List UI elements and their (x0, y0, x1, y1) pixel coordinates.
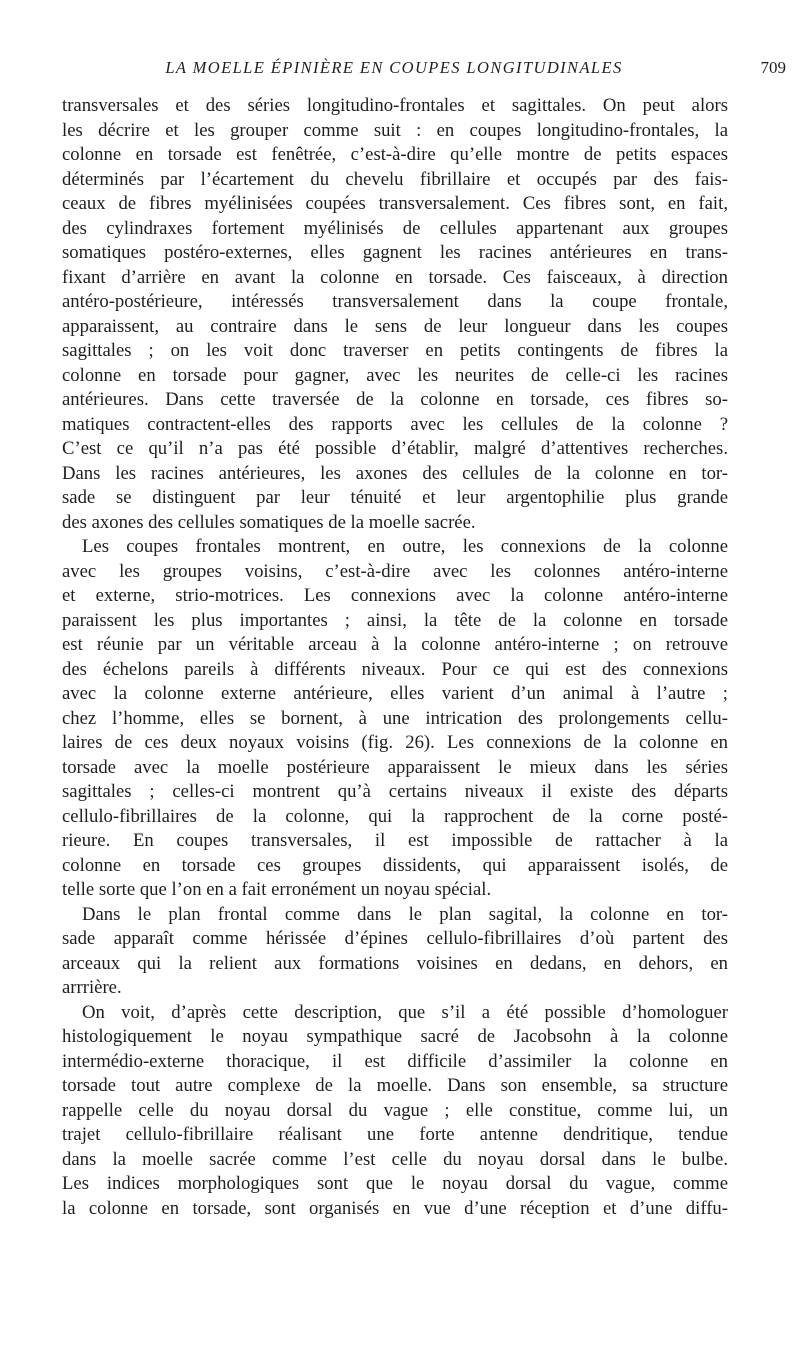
page-number: 709 (760, 58, 786, 77)
text-line: avec les groupes voisins, c’est-à-dire avec les colonnes antéro-interne (62, 560, 728, 582)
text-line: intermédio-externe thoracique, il est difficile d’assimiler la colonne en (62, 1050, 728, 1072)
text-line: torsade avec la moelle postérieure apparaissent le mieux dans les séries (62, 756, 728, 778)
text-line: laires de ces deux noyaux voisins (fig. 26). Les connexions de la colonne en (62, 732, 728, 753)
text-line: avec la colonne externe antérieure, elles varient d’un animal à l’autre ; (62, 683, 728, 704)
text-line: sagittales ; on les voit donc traverser en petits contingents de fibres la (62, 340, 728, 361)
text-line: somatiques postéro-externes, elles gagnent les racines antérieures en trans- (62, 242, 728, 263)
text-line: colonne en torsade ces groupes dissidents, qui apparaissent isolés, de (62, 854, 728, 876)
paragraph-4 (62, 1001, 728, 1222)
text-line: matiques contractent-elles des rapports avec les cellules de la colonne ? (62, 413, 728, 435)
text-line: apparaissent, au contraire dans le sens de leur longueur dans les coupes (62, 315, 728, 337)
text-line: C’est ce qu’il n’a pas été possible d’établir, malgré d’attentives recherches. (62, 438, 728, 459)
text-line: déterminés par l’écartement du chevelu fibrillaire et occupés par des fais- (62, 168, 728, 190)
text-line: chez l’homme, elles se bornent, à une intrication des prolongements cellu- (62, 707, 728, 729)
text-line: histologiquement le noyau sympathique sacré de Jacobsohn à la colonne (62, 1026, 728, 1047)
text-line: des cylindraxes fortement myélinisés de cellules appartenant aux groupes (62, 217, 728, 239)
text-line: trajet cellulo-fibrillaire réalisant une forte antenne dendritique, tendue (62, 1124, 728, 1145)
text-line: transversales et des séries longitudino-frontales et sagittales. On peut alors (62, 95, 728, 116)
text-line: colonne en torsade pour gagner, avec les neurites de celle-ci les racines (62, 364, 728, 386)
text-line: telle sorte que l’on en a fait erronément un noyau spécial. (62, 879, 492, 900)
text-line: cellulo-fibrillaires de la colonne, qui la rapprochent de la corne posté- (62, 805, 728, 827)
text-line: les décrire et les grouper comme suit : en coupes longitudino-frontales, la (62, 119, 728, 141)
text-line: des échelons pareils à différents niveaux. Pour ce qui est des connexions (62, 658, 728, 680)
text-line: ceaux de fibres myélinisées coupées transversalement. Ces fibres sont, en fait, (62, 193, 728, 214)
text-line: sade apparaît comme hérissée d’épines cellulo-fibrillaires d’où partent des (62, 928, 728, 949)
text-line: sagittales ; celles-ci montrent qu’à certains niveaux il existe des départs (62, 781, 728, 802)
running-title: LA MOELLE ÉPINIÈRE EN COUPES LONGITUDINALES (165, 58, 623, 77)
text-line: rappelle celle du noyau dorsal du vague ; elle constitue, comme lui, un (62, 1099, 728, 1121)
text-line: fixant d’arrière en avant la colonne en torsade. Ces faisceaux, à direction (62, 266, 728, 288)
paragraph-2 (62, 535, 728, 903)
text-line: rieure. En coupes transversales, il est impossible de rattacher à la (62, 830, 728, 851)
text-line: des axones des cellules somatiques de la moelle sacrée. (62, 511, 476, 533)
text-line: Dans le plan frontal comme dans le plan sagital, la colonne en tor- (82, 903, 728, 925)
text-line: et externe, strio-motrices. Les connexions avec la colonne antéro-interne (62, 585, 728, 606)
text-line: torsade tout autre complexe de la moelle. Dans son ensemble, sa structure (62, 1075, 728, 1096)
text-line: Dans les racines antérieures, les axones des cellules de la colonne en tor- (62, 462, 728, 484)
text-line: arrrière. (62, 977, 122, 998)
text-line: dans la moelle sacrée comme l’est celle du noyau dorsal dans le bulbe. (62, 1148, 728, 1170)
text-line: antérieures. Dans cette traversée de la colonne en torsade, ces fibres so- (62, 389, 728, 410)
text-line: sade se distinguent par leur ténuité et leur argentophilie plus grande (62, 487, 728, 508)
body-text (62, 94, 728, 1221)
text-line: arceaux qui la relient aux formations voisines en dedans, en dehors, en (62, 952, 728, 974)
running-head (62, 58, 786, 84)
text-line: Les indices morphologiques sont que le noyau dorsal du vague, comme (62, 1173, 728, 1194)
text-line: Les coupes frontales montrent, en outre, les connexions de la colonne (82, 536, 728, 557)
text-line: On voit, d’après cette description, que s’il a été possible d’homologuer (82, 1001, 728, 1023)
text-line: paraissent les plus importantes ; ainsi, la tête de la colonne en torsade (62, 609, 728, 631)
text-line: colonne en torsade est fenêtrée, c’est-à-dire qu’elle montre de petits espaces (62, 144, 728, 165)
paragraph-1 (62, 94, 728, 535)
text-line: est réunie par un véritable arceau à la colonne antéro-interne ; on retrouve (62, 634, 728, 655)
text-line: antéro-postérieure, intéressés transversalement dans la coupe frontale, (62, 291, 728, 312)
text-line: la colonne en torsade, sont organisés en vue d’une réception et d’une diffu- (62, 1197, 728, 1219)
paragraph-3 (62, 903, 728, 1001)
